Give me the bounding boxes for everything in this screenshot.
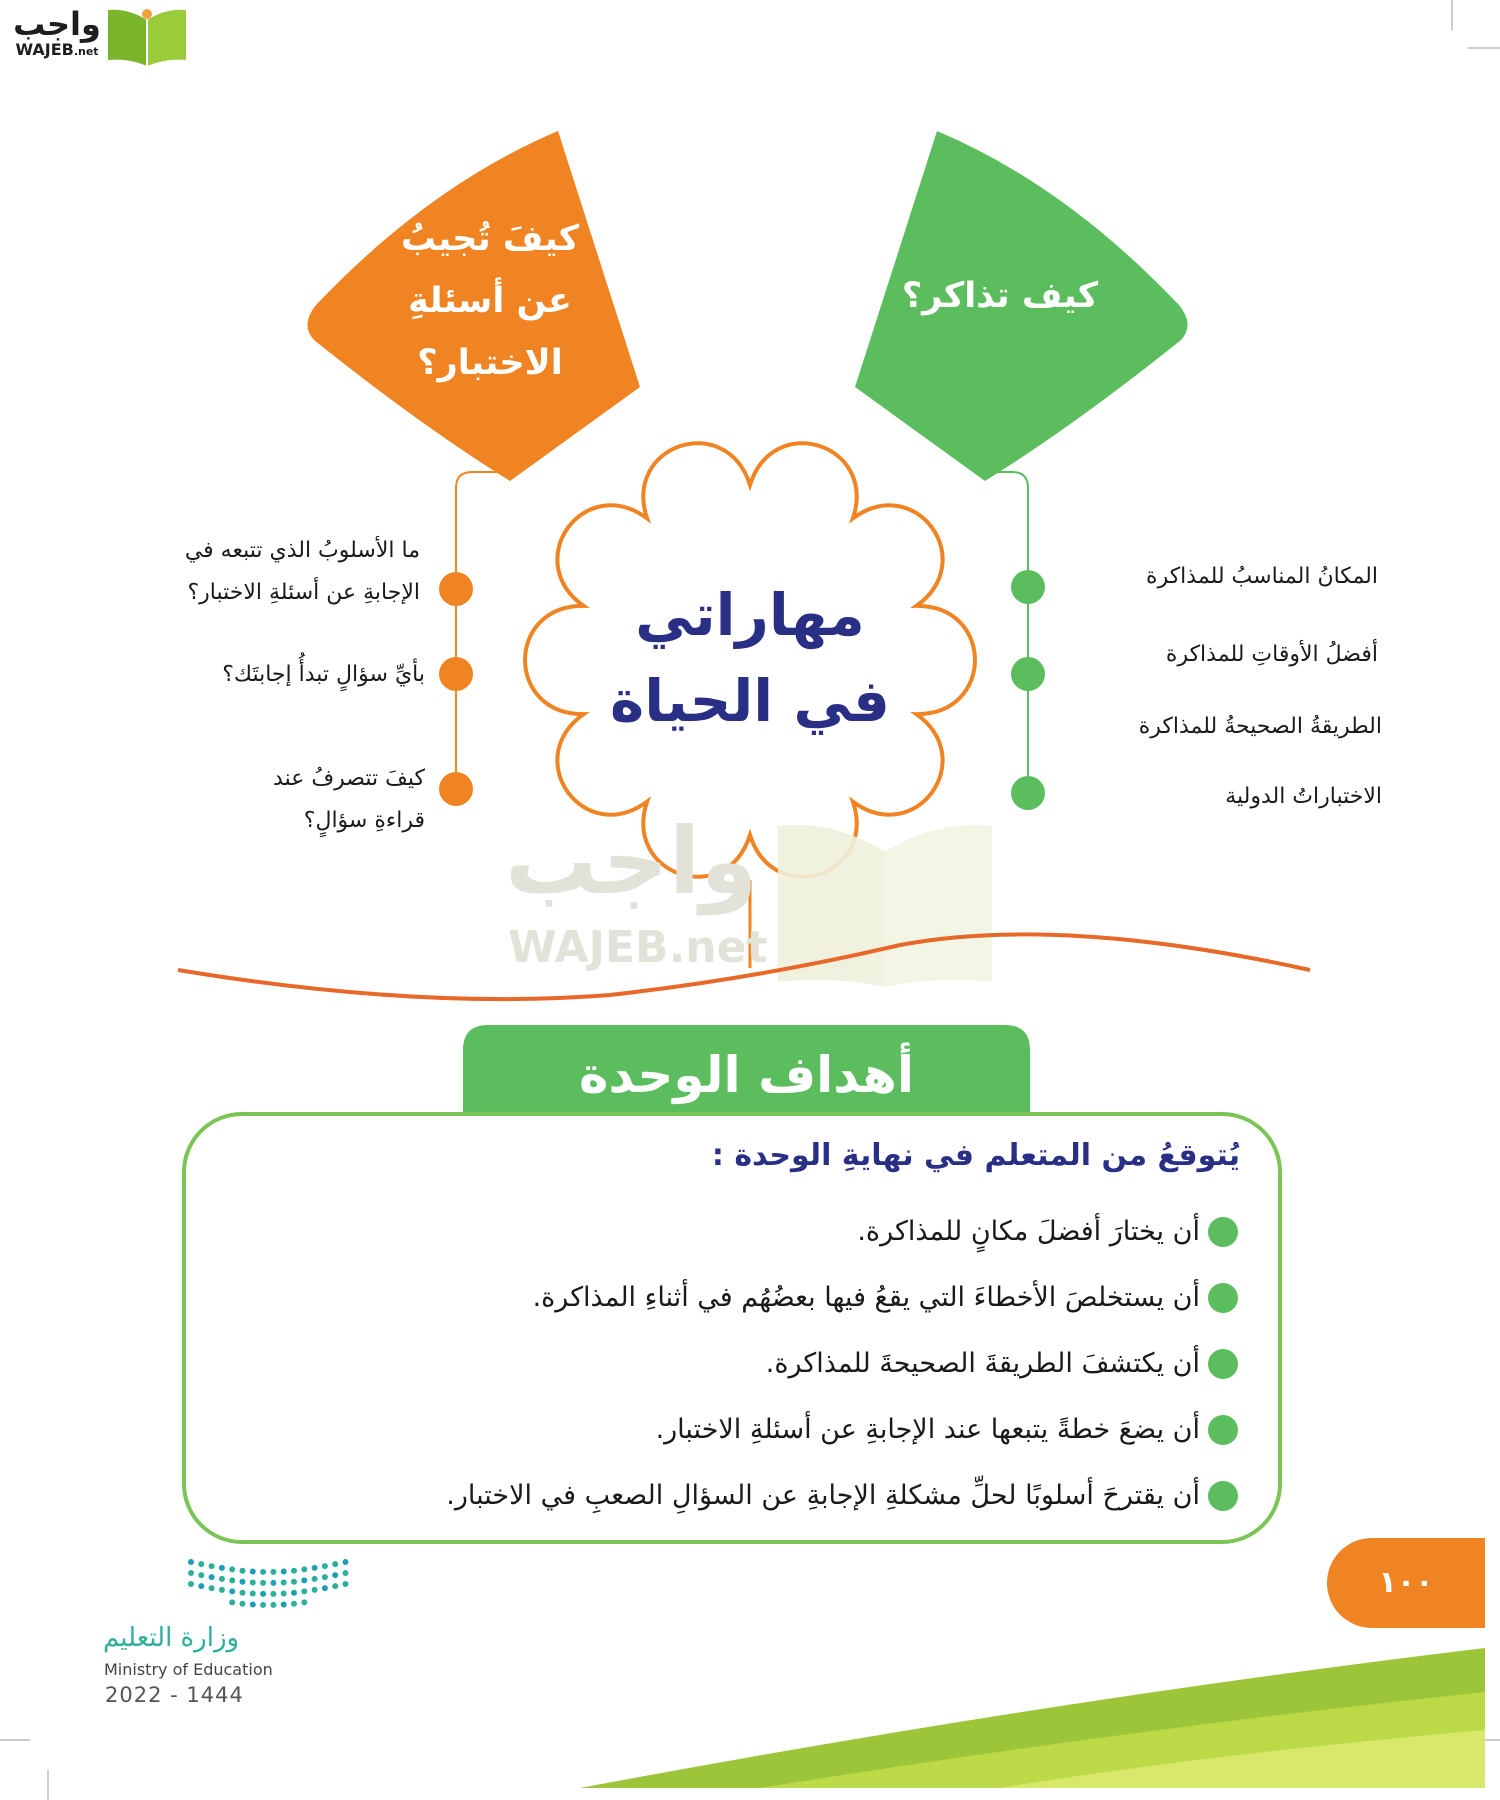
page-number: ١٠٠ [1378, 1565, 1434, 1600]
logo-suffix: .net [73, 45, 99, 58]
goal-item: أن يضعَ خطةً يتبعها عند الإجابةِ عن أسئلةِ الاختبار. [655, 1414, 1200, 1445]
watermark-latin: WAJEB.net [508, 922, 768, 973]
goal-item: أن يستخلصَ الأخطاءَ التي يقعُ فيها بعضُهُم في أثناءِ المذاكرة. [532, 1282, 1200, 1313]
objectives-intro: يُتوقعُ من المتعلم في نهايةِ الوحدة : [711, 1138, 1240, 1173]
right-branch-item-4: الاختباراتُ الدولية [1225, 784, 1382, 809]
left-branch-item-2: بأيِّ سؤالٍ تبدأُ إجابتَك؟ [222, 662, 425, 687]
watermark-arabic: واجب [505, 808, 758, 915]
left-branch-item-3: كيفَ تتصرفُ عند قراءةِ سؤالٍ؟ [273, 766, 425, 833]
right-branch-item-1: المكانُ المناسبُ للمذاكرة [1146, 564, 1378, 589]
ministry-year: 2022 - 1444 [105, 1683, 244, 1707]
logo-latin: WAJEB [15, 40, 74, 59]
logo-arabic: واجب [13, 5, 101, 43]
goal-item: أن يكتشفَ الطريقةَ الصحيحةَ للمذاكرة. [765, 1348, 1200, 1379]
goal-item: أن يختارَ أفضلَ مكانٍ للمذاكرة. [857, 1216, 1200, 1247]
left-branch-item-1: ما الأسلوبُ الذي تتبعه في الإجابةِ عن أسئلةِ الاختبار؟ [184, 538, 420, 605]
ministry-english: Ministry of Education [104, 1660, 273, 1679]
flower-title-line2: في الحياة [609, 667, 890, 735]
flower-title-line1: مهاراتي [635, 581, 865, 649]
right-branch-item-3: الطريقةُ الصحيحةُ للمذاكرة [1138, 714, 1382, 739]
right-petal-title: كيف تذاكر؟ [901, 276, 1099, 316]
left-petal-title: كيفَ تُجيبُ عن أسئلةِ الاختبار؟ [400, 219, 580, 383]
right-branch-item-2: أفضلُ الأوقاتِ للمذاكرة [1165, 642, 1378, 667]
objectives-title: أهداف الوحدة [578, 1046, 914, 1104]
goal-item: أن يقترحَ أسلوبًا لحلِّ مشكلةِ الإجابةِ عن السؤالِ الصعبِ في الاختبار. [446, 1480, 1200, 1511]
ministry-arabic: وزارة التعليم [103, 1623, 240, 1653]
